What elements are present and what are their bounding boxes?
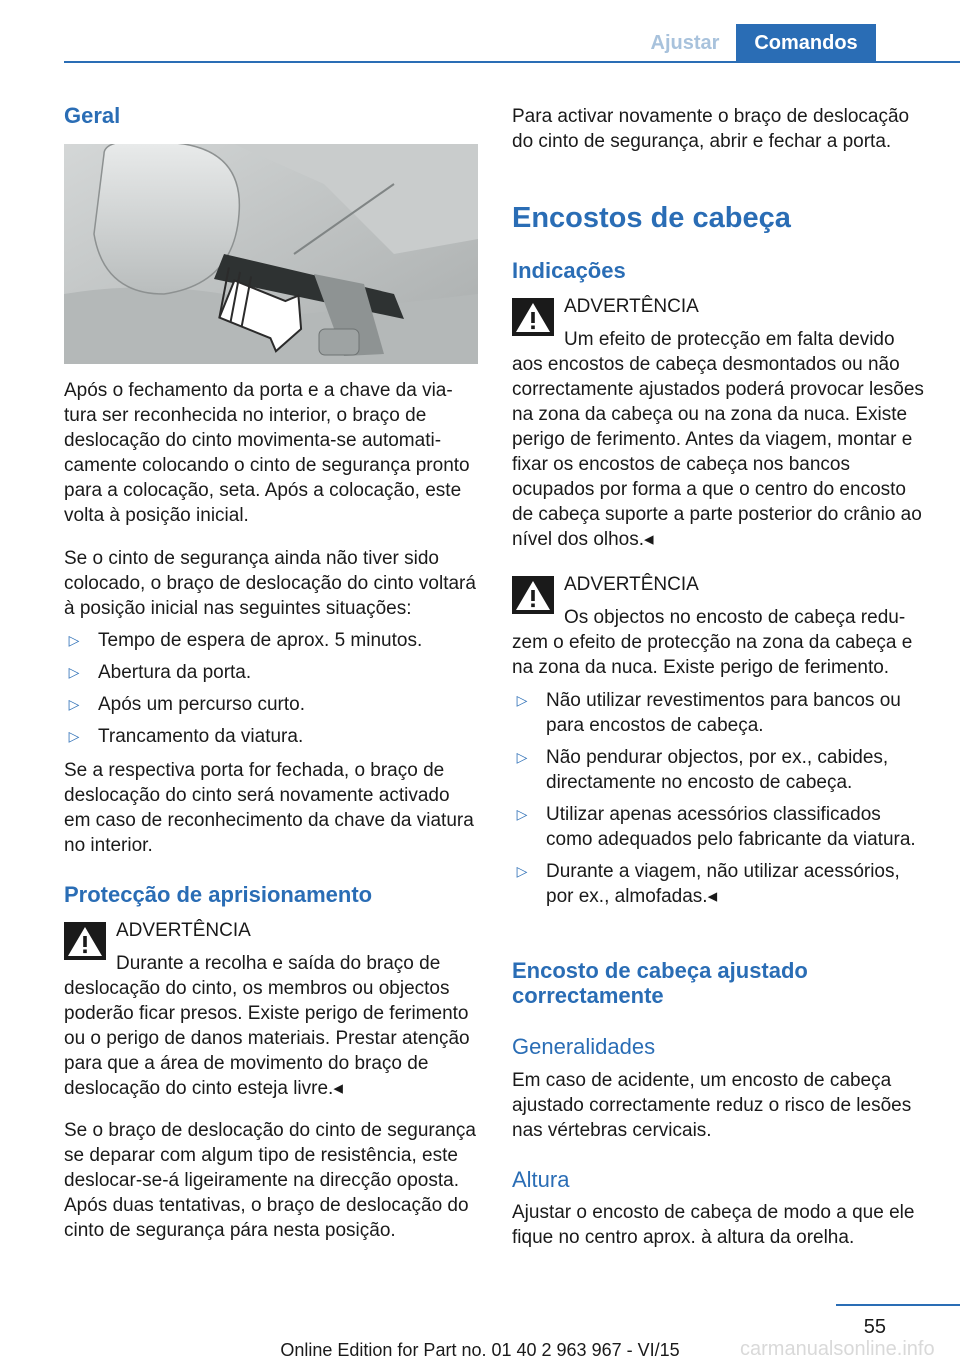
paragraph-generalidades: Em caso de acidente, um encosto de cabeça ajustado correctamente reduz o risco de lesões nas vértebras cervicais. bbox=[512, 1070, 912, 1141]
triangle-bullet-icon: ▷ bbox=[68, 728, 80, 744]
triangle-bullet-icon: ▷ bbox=[516, 749, 528, 765]
triangle-bullet-icon: ▷ bbox=[516, 806, 528, 822]
edition-note: Online Edition for Part no. 01 40 2 963 967 - VI/15 bbox=[280, 1340, 680, 1360]
list-item: ▷ Utilizar apenas acessórios classificados como adequados pelo fabricante da viatura. bbox=[512, 802, 926, 852]
paragraph-intro: Após o fechamento da porta e a chave da viatura ser reconhecida no interior, o braço de deslocação do cinto movimenta-se automaticamente colocando o cinto de segurança pronto para a colocação, seta. Após a colocação, este volta à posição inicial. bbox=[64, 380, 470, 526]
chapter-tab-comandos[interactable]: Comandos bbox=[736, 24, 876, 62]
heading-generalidades: Generalidades bbox=[512, 1034, 656, 1059]
list-item: ▷ Tempo de espera de aprox. 5 minutos. bbox=[64, 628, 478, 653]
bullet-list-headrest bbox=[512, 688, 926, 916]
warning-title: ADVERTÊNCIA bbox=[564, 574, 699, 595]
bullet-list-conditions bbox=[64, 628, 478, 756]
paragraph-reactivation: Se a respectiva porta for fechada, o braço de deslocação do cinto será novamente activado em caso de reconhecimento da chave da viatura no interior. bbox=[64, 760, 474, 856]
list-item: ▷ Não utilizar revestimentos para bancos ou para encostos de cabeça. bbox=[512, 688, 926, 738]
warning-text: Durante a recolha e saída do braço de deslocação do cinto, os membros ou objectos poderão ficar presos. Existe perigo de ferimento ou o perigo de danos materiais. Prestar atenção para que a área de movimento do braço de deslocação do cinto esteja livre.◂ bbox=[64, 953, 470, 1099]
seatbelt-arm-illustration bbox=[64, 144, 478, 364]
seatbelt-arm-photo bbox=[64, 144, 478, 364]
paragraph-conditions: Se o cinto de segurança ainda não tiver sido colocado, o braço de deslocação do cinto voltará à posição inicial nas seguintes situações: bbox=[64, 548, 476, 619]
warning-title: ADVERTÊNCIA bbox=[116, 920, 251, 941]
watermark: carmanualsonline.info bbox=[740, 1338, 935, 1360]
heading-ajustado: Encosto de cabeça ajustado correctamente bbox=[512, 958, 808, 1008]
triangle-bullet-icon: ▷ bbox=[516, 863, 528, 879]
page-number: 55 bbox=[863, 1316, 886, 1338]
triangle-bullet-icon: ▷ bbox=[516, 692, 528, 708]
paragraph-reactivate-door: Para activar novamente o braço de deslocação do cinto de segurança, abrir e fechar a porta. bbox=[512, 106, 910, 152]
heading-altura: Altura bbox=[512, 1167, 570, 1192]
paragraph-altura: Ajustar o encosto de cabeça de modo a que ele fique no centro aprox. à altura da orelha. bbox=[512, 1202, 915, 1248]
footer-rule bbox=[836, 1304, 960, 1306]
list-item: ▷ Durante a viagem, não utilizar acessórios, por ex., almofadas.◂ bbox=[512, 859, 926, 909]
heading-proteccao: Protecção de aprisionamento bbox=[64, 882, 373, 907]
paragraph-resistance: Se o braço de deslocação do cinto de segurança se deparar com algum tipo de resistência, este deslocar-se-á ligeiramente na direcção oposta. Após duas tentativas, o braço de deslocação do cinto de segurança pára nesta posição. bbox=[64, 1120, 476, 1241]
warning-text: Os objectos no encosto de cabeça reduzem o efeito de protecção na zona da cabeça e na zona da nuca. Existe perigo de ferimento. bbox=[512, 607, 913, 678]
heading-encostos: Encostos de cabeça bbox=[512, 202, 791, 234]
list-item: ▷ Não pendurar objectos, por ex., cabides, directamente no encosto de cabeça. bbox=[512, 745, 926, 795]
header-rule bbox=[64, 61, 960, 63]
list-item: ▷ Após um percurso curto. bbox=[64, 692, 478, 717]
warning-text: Um efeito de protecção em falta devido aos encostos de cabeça desmontados ou não correctamente ajustados poderá provocar lesões na zona da cabeça ou na zona da nuca. Existe perigo de ferimento. Antes da viagem, montar e fixar os encostos de cabeça nos bancos ocupados por forma a que o centro do encosto de cabeça suporte a parte posterior do crânio ao nível dos olhos.◂ bbox=[512, 329, 924, 550]
list-item: ▷ Abertura da porta. bbox=[64, 660, 478, 685]
list-item: ▷ Trancamento da viatura. bbox=[64, 724, 478, 749]
heading-indicacoes: Indicações bbox=[512, 258, 626, 283]
warning-title: ADVERTÊNCIA bbox=[564, 296, 699, 317]
triangle-bullet-icon: ▷ bbox=[68, 664, 80, 680]
triangle-bullet-icon: ▷ bbox=[68, 632, 80, 648]
triangle-bullet-icon: ▷ bbox=[68, 696, 80, 712]
section-tab-ajustar[interactable]: Ajustar bbox=[650, 31, 720, 54]
heading-geral: Geral bbox=[64, 103, 121, 128]
